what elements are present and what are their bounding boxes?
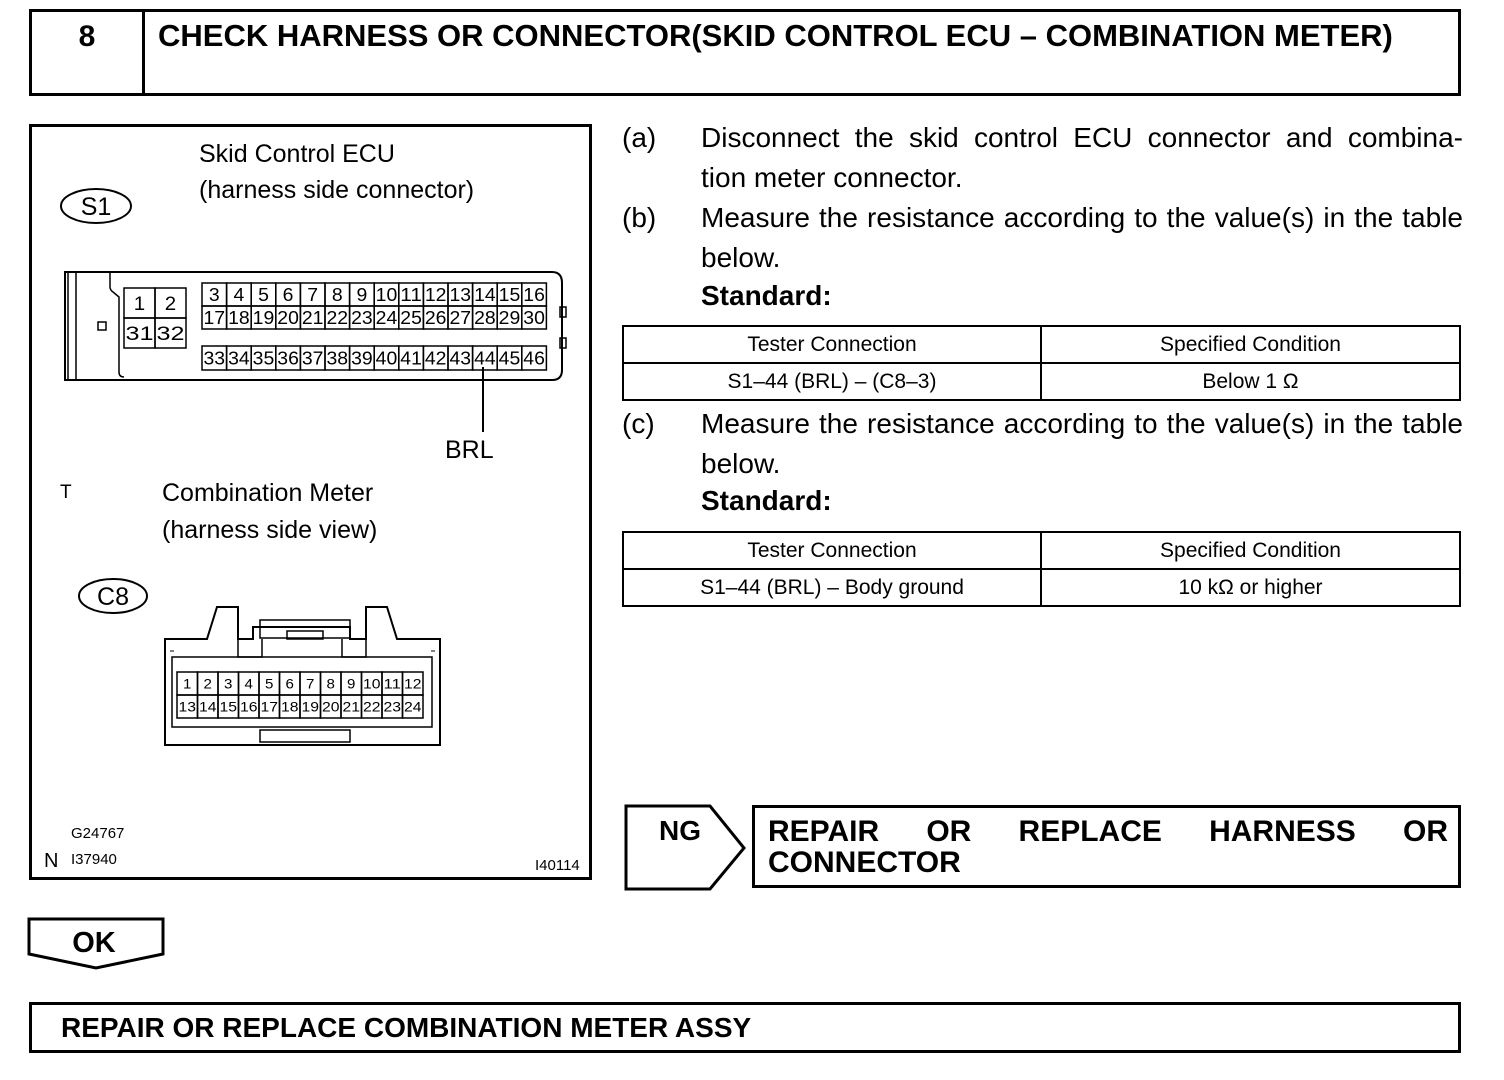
pin-label: 16 bbox=[523, 284, 545, 305]
pin-label: 33 bbox=[203, 348, 226, 369]
pin-label: 22 bbox=[363, 698, 381, 715]
step-a-text: Disconnect the skid control ECU connector and combina- tion meter connector. bbox=[701, 122, 1463, 193]
step-c-letter: (c) bbox=[622, 408, 655, 439]
pin-label: 6 bbox=[285, 675, 295, 692]
pin-label: 30 bbox=[523, 307, 545, 328]
pin-label: 40 bbox=[375, 348, 398, 369]
pin-label: 1 bbox=[183, 675, 192, 692]
pin-label: 4 bbox=[233, 284, 245, 305]
c8-badge bbox=[79, 579, 147, 613]
pin-label: 39 bbox=[351, 348, 373, 369]
pin-label: 15 bbox=[498, 284, 521, 305]
step-b-text: Measure the resistance according to the value(s) in the table below. bbox=[701, 202, 1463, 273]
c8-badge-label: C8 bbox=[97, 583, 129, 611]
pin-label: 9 bbox=[356, 284, 368, 305]
pin-label: 18 bbox=[228, 307, 250, 328]
pin-label: 3 bbox=[208, 284, 220, 305]
pin-label: 31 bbox=[125, 323, 154, 345]
step-c bbox=[622, 404, 1463, 484]
pin-label: 24 bbox=[375, 307, 398, 328]
table-cell: Below 1 Ω bbox=[1041, 363, 1460, 400]
pin-label: 24 bbox=[404, 698, 422, 715]
t-mark: T bbox=[60, 482, 72, 503]
pin-label: 38 bbox=[326, 348, 349, 369]
step-header bbox=[29, 9, 1461, 96]
ok-label: OK bbox=[72, 927, 116, 959]
ng-result-box bbox=[752, 805, 1461, 888]
table-header: Tester Connection bbox=[623, 532, 1041, 569]
pin-label: 44 bbox=[474, 348, 496, 369]
brl-label: BRL bbox=[445, 436, 494, 464]
spec-table-1 bbox=[622, 325, 1461, 401]
table-header: Tester Connection bbox=[623, 326, 1041, 363]
connector-drawing bbox=[32, 127, 589, 877]
table-row bbox=[623, 569, 1460, 606]
step-c-text: Measure the resistance according to the value(s) in the table below. bbox=[701, 408, 1463, 479]
pin-label: 7 bbox=[306, 675, 315, 692]
table-cell: 10 kΩ or higher bbox=[1041, 569, 1460, 606]
spec-table-2 bbox=[622, 531, 1461, 607]
pin-label: 43 bbox=[449, 348, 472, 369]
pin-label: 11 bbox=[383, 675, 402, 692]
pin-label: 2 bbox=[203, 675, 213, 692]
pin-label: 13 bbox=[178, 698, 197, 715]
ng-label: NG bbox=[659, 815, 701, 846]
step-a bbox=[622, 118, 1463, 198]
standard-label-2: Standard: bbox=[701, 485, 832, 516]
connector-figure bbox=[29, 124, 592, 880]
pin-label: 20 bbox=[277, 307, 299, 328]
s1-badge bbox=[61, 189, 131, 223]
pin-label: 26 bbox=[424, 307, 447, 328]
table-header-row bbox=[623, 532, 1460, 569]
pin-label: 15 bbox=[219, 698, 238, 715]
pin-label: 32 bbox=[156, 323, 185, 345]
pin-label: 11 bbox=[400, 284, 422, 305]
table-header: Specified Condition bbox=[1041, 326, 1460, 363]
pin-label: 23 bbox=[383, 698, 402, 715]
pin-label: 42 bbox=[424, 348, 447, 369]
ng-word: HARNESS bbox=[1209, 815, 1356, 848]
pin-label: 14 bbox=[199, 698, 217, 715]
c8-subtitle: (harness side view) bbox=[162, 516, 378, 544]
pin-label: 21 bbox=[342, 698, 361, 715]
s1-pin-block-main bbox=[202, 283, 546, 370]
pin-label: 37 bbox=[301, 348, 324, 369]
ng-result-text bbox=[768, 816, 1448, 878]
ng-result-line1 bbox=[768, 816, 1448, 847]
pin-label: 22 bbox=[326, 307, 349, 328]
pin-label: 1 bbox=[133, 293, 146, 315]
pin-label: 3 bbox=[224, 675, 233, 692]
pin-label: 6 bbox=[282, 284, 294, 305]
pin-label: 27 bbox=[449, 307, 472, 328]
pin-label: 21 bbox=[301, 307, 324, 328]
pin-label: 16 bbox=[240, 698, 258, 715]
table-row bbox=[623, 363, 1460, 400]
pin-label: 7 bbox=[307, 284, 319, 305]
figure-code-n: N bbox=[44, 850, 59, 872]
c8-connector bbox=[165, 607, 440, 745]
step-b-letter: (b) bbox=[622, 202, 657, 233]
ng-word: OR bbox=[926, 815, 972, 848]
pin-label: 28 bbox=[474, 307, 496, 328]
table-header-row bbox=[623, 326, 1460, 363]
pin-label: 23 bbox=[351, 307, 373, 328]
final-action-box bbox=[29, 1002, 1461, 1053]
pin-label: 8 bbox=[326, 675, 336, 692]
step-number: 8 bbox=[32, 12, 145, 93]
pin-label: 12 bbox=[404, 675, 422, 692]
table-cell: S1–44 (BRL) – Body ground bbox=[623, 569, 1041, 606]
pin-label: 45 bbox=[498, 348, 521, 369]
pin-label: 46 bbox=[523, 348, 545, 369]
pin-label: 35 bbox=[252, 348, 275, 369]
figure-code-i40114: I40114 bbox=[535, 857, 580, 874]
table-header: Specified Condition bbox=[1041, 532, 1460, 569]
pin-label: 5 bbox=[258, 284, 269, 305]
step-b bbox=[622, 198, 1463, 278]
ng-word: OR bbox=[1403, 815, 1448, 848]
s1-subtitle: (harness side connector) bbox=[199, 176, 475, 204]
pin-label: 18 bbox=[281, 698, 299, 715]
ng-result-line2: CONNECTOR bbox=[768, 846, 961, 879]
table-cell: S1–44 (BRL) – (C8–3) bbox=[623, 363, 1041, 400]
pin-label: 20 bbox=[322, 698, 340, 715]
pin-label: 25 bbox=[400, 307, 422, 328]
pin-label: 8 bbox=[331, 284, 343, 305]
pin-label: 14 bbox=[474, 284, 496, 305]
c8-pin-grid bbox=[177, 672, 423, 718]
step-title: CHECK HARNESS OR CONNECTOR(SKID CONTROL ECU – COMBINATION METER) bbox=[158, 18, 1393, 53]
pin-label: 17 bbox=[203, 307, 226, 328]
figure-code-i37940: I37940 bbox=[71, 851, 117, 868]
pin-label: 4 bbox=[244, 675, 254, 692]
pin-label: 17 bbox=[260, 698, 279, 715]
figure-code-g24767: G24767 bbox=[71, 825, 125, 842]
pin-label: 41 bbox=[400, 348, 422, 369]
pin-label: 19 bbox=[301, 698, 320, 715]
ok-arrow bbox=[26, 916, 168, 974]
s1-title: Skid Control ECU bbox=[199, 140, 395, 168]
pin-label: 12 bbox=[424, 284, 447, 305]
pin-label: 34 bbox=[228, 348, 250, 369]
pin-label: 9 bbox=[347, 675, 356, 692]
s1-pin-block-left bbox=[124, 288, 186, 348]
s1-badge-label: S1 bbox=[80, 193, 112, 221]
pin-label: 10 bbox=[375, 284, 398, 305]
c8-title: Combination Meter bbox=[162, 479, 374, 507]
pin-label: 29 bbox=[498, 307, 521, 328]
pin-label: 2 bbox=[164, 293, 177, 315]
ng-word: REPAIR bbox=[768, 815, 880, 848]
final-action-text: REPAIR OR REPLACE COMBINATION METER ASSY bbox=[61, 1012, 752, 1043]
pin-label: 19 bbox=[252, 307, 275, 328]
ng-arrow bbox=[622, 803, 752, 893]
pin-label: 5 bbox=[265, 675, 274, 692]
s1-connector bbox=[65, 272, 566, 432]
pin-label: 36 bbox=[277, 348, 299, 369]
step-a-letter: (a) bbox=[622, 122, 657, 153]
standard-label-1: Standard: bbox=[701, 280, 832, 311]
pin-label: 13 bbox=[449, 284, 472, 305]
ng-word: REPLACE bbox=[1018, 815, 1162, 848]
pin-label: 10 bbox=[363, 675, 381, 692]
